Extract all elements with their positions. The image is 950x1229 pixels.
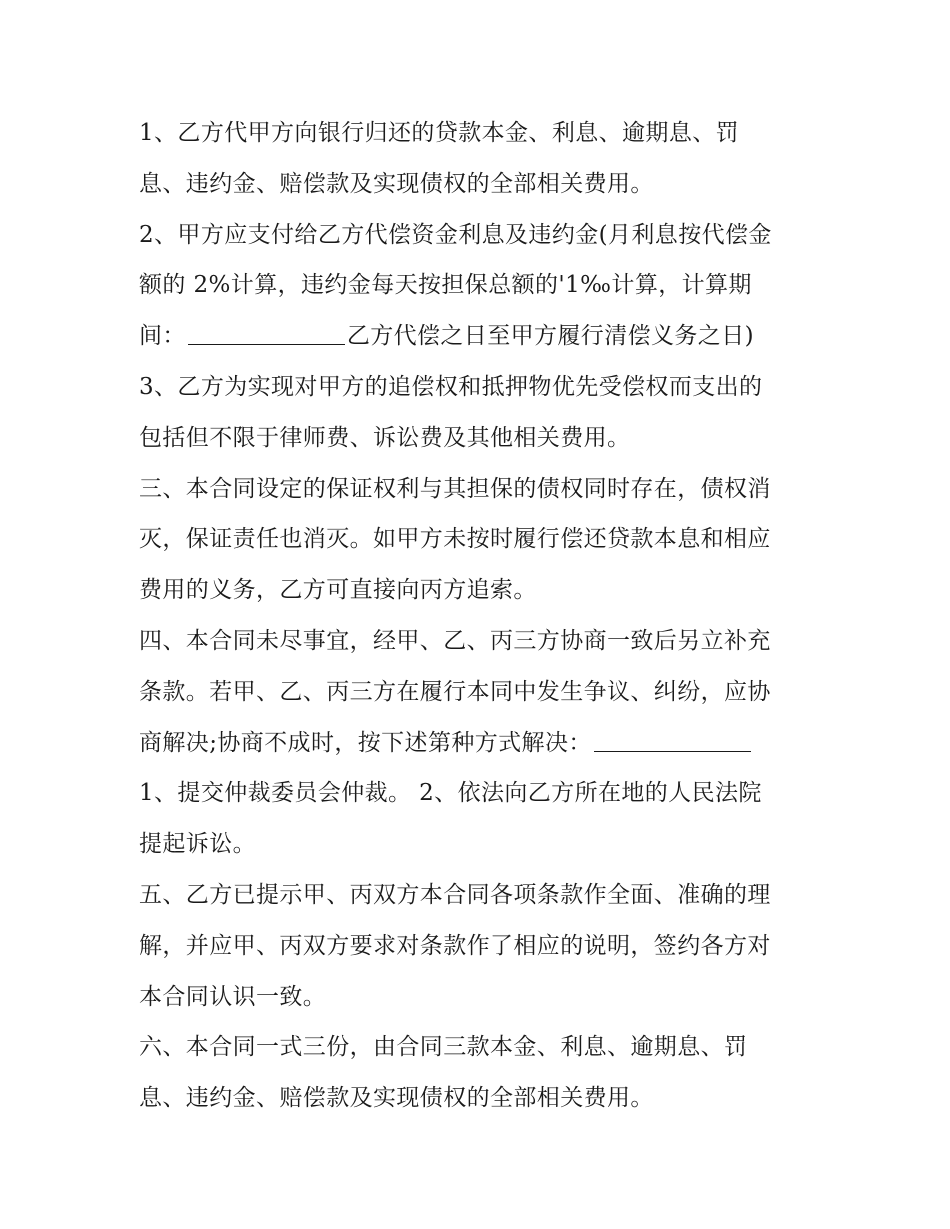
text-line: 3、乙方为实现对甲方的追偿权和抵押物优先受偿权而支出的 [139, 373, 763, 400]
text-line: 包括但不限于律师费、诉讼费及其他相关费用。 [139, 424, 631, 451]
text-line: 条款。若甲、乙、丙三方在履行本同中发生争议、纠纷，应协 [139, 678, 771, 705]
fill-in-blank [188, 343, 345, 345]
text-line: 2、甲方应支付给乙方代偿资金利息及违约金(月利息按代偿金 [139, 221, 772, 248]
text-line: 解，并应甲、丙双方要求对条款作了相应的说明，签约各方对 [139, 932, 771, 959]
text-line-with-blank [139, 718, 819, 769]
text-line: 四、本合同未尽事宜，经甲、乙、丙三方协商一致后另立补充 [139, 627, 771, 654]
text-line: 灭，保证责任也消灭。如甲方未按时履行偿还贷款本息和相应 [139, 526, 771, 553]
text-line: 提起诉讼。 [139, 831, 256, 858]
text-line: 本合同认识一致。 [139, 983, 327, 1010]
text-line: 1、提交仲裁委员会仲裁。 2、依法向乙方所在地的人民法院 [139, 780, 762, 807]
text-line: 息、违约金、赔偿款及实现债权的全部相关费用。 [139, 1085, 654, 1112]
period-text: 乙方代偿之日至甲方履行清偿义务之日) [346, 323, 754, 350]
text-line-with-blank [139, 311, 819, 362]
dispute-method-text: 商解决;协商不成时，按下述第种方式解决： [139, 729, 592, 756]
text-line: 三、本合同设定的保证权利与其担保的债权同时存在，债权消 [139, 475, 771, 502]
text-line: 息、违约金、赔偿款及实现债权的全部相关费用。 [139, 170, 654, 197]
document-body [139, 108, 819, 1124]
period-label: 间： [139, 323, 186, 350]
text-line: 1、乙方代甲方向银行归还的贷款本金、利息、逾期息、罚 [139, 120, 740, 146]
text-line: 费用的义务，乙方可直接向丙方追索。 [139, 577, 537, 604]
text-line: 六、本合同一式三份，由合同三款本金、利息、逾期息、罚 [139, 1034, 748, 1061]
text-line: 五、乙方已提示甲、丙双方本合同各项条款作全面、准确的理 [139, 881, 771, 908]
fill-in-blank [594, 750, 751, 752]
text-line: 额的 2%计算，违约金每天按担保总额的'1‰计算，计算期 [139, 272, 752, 299]
